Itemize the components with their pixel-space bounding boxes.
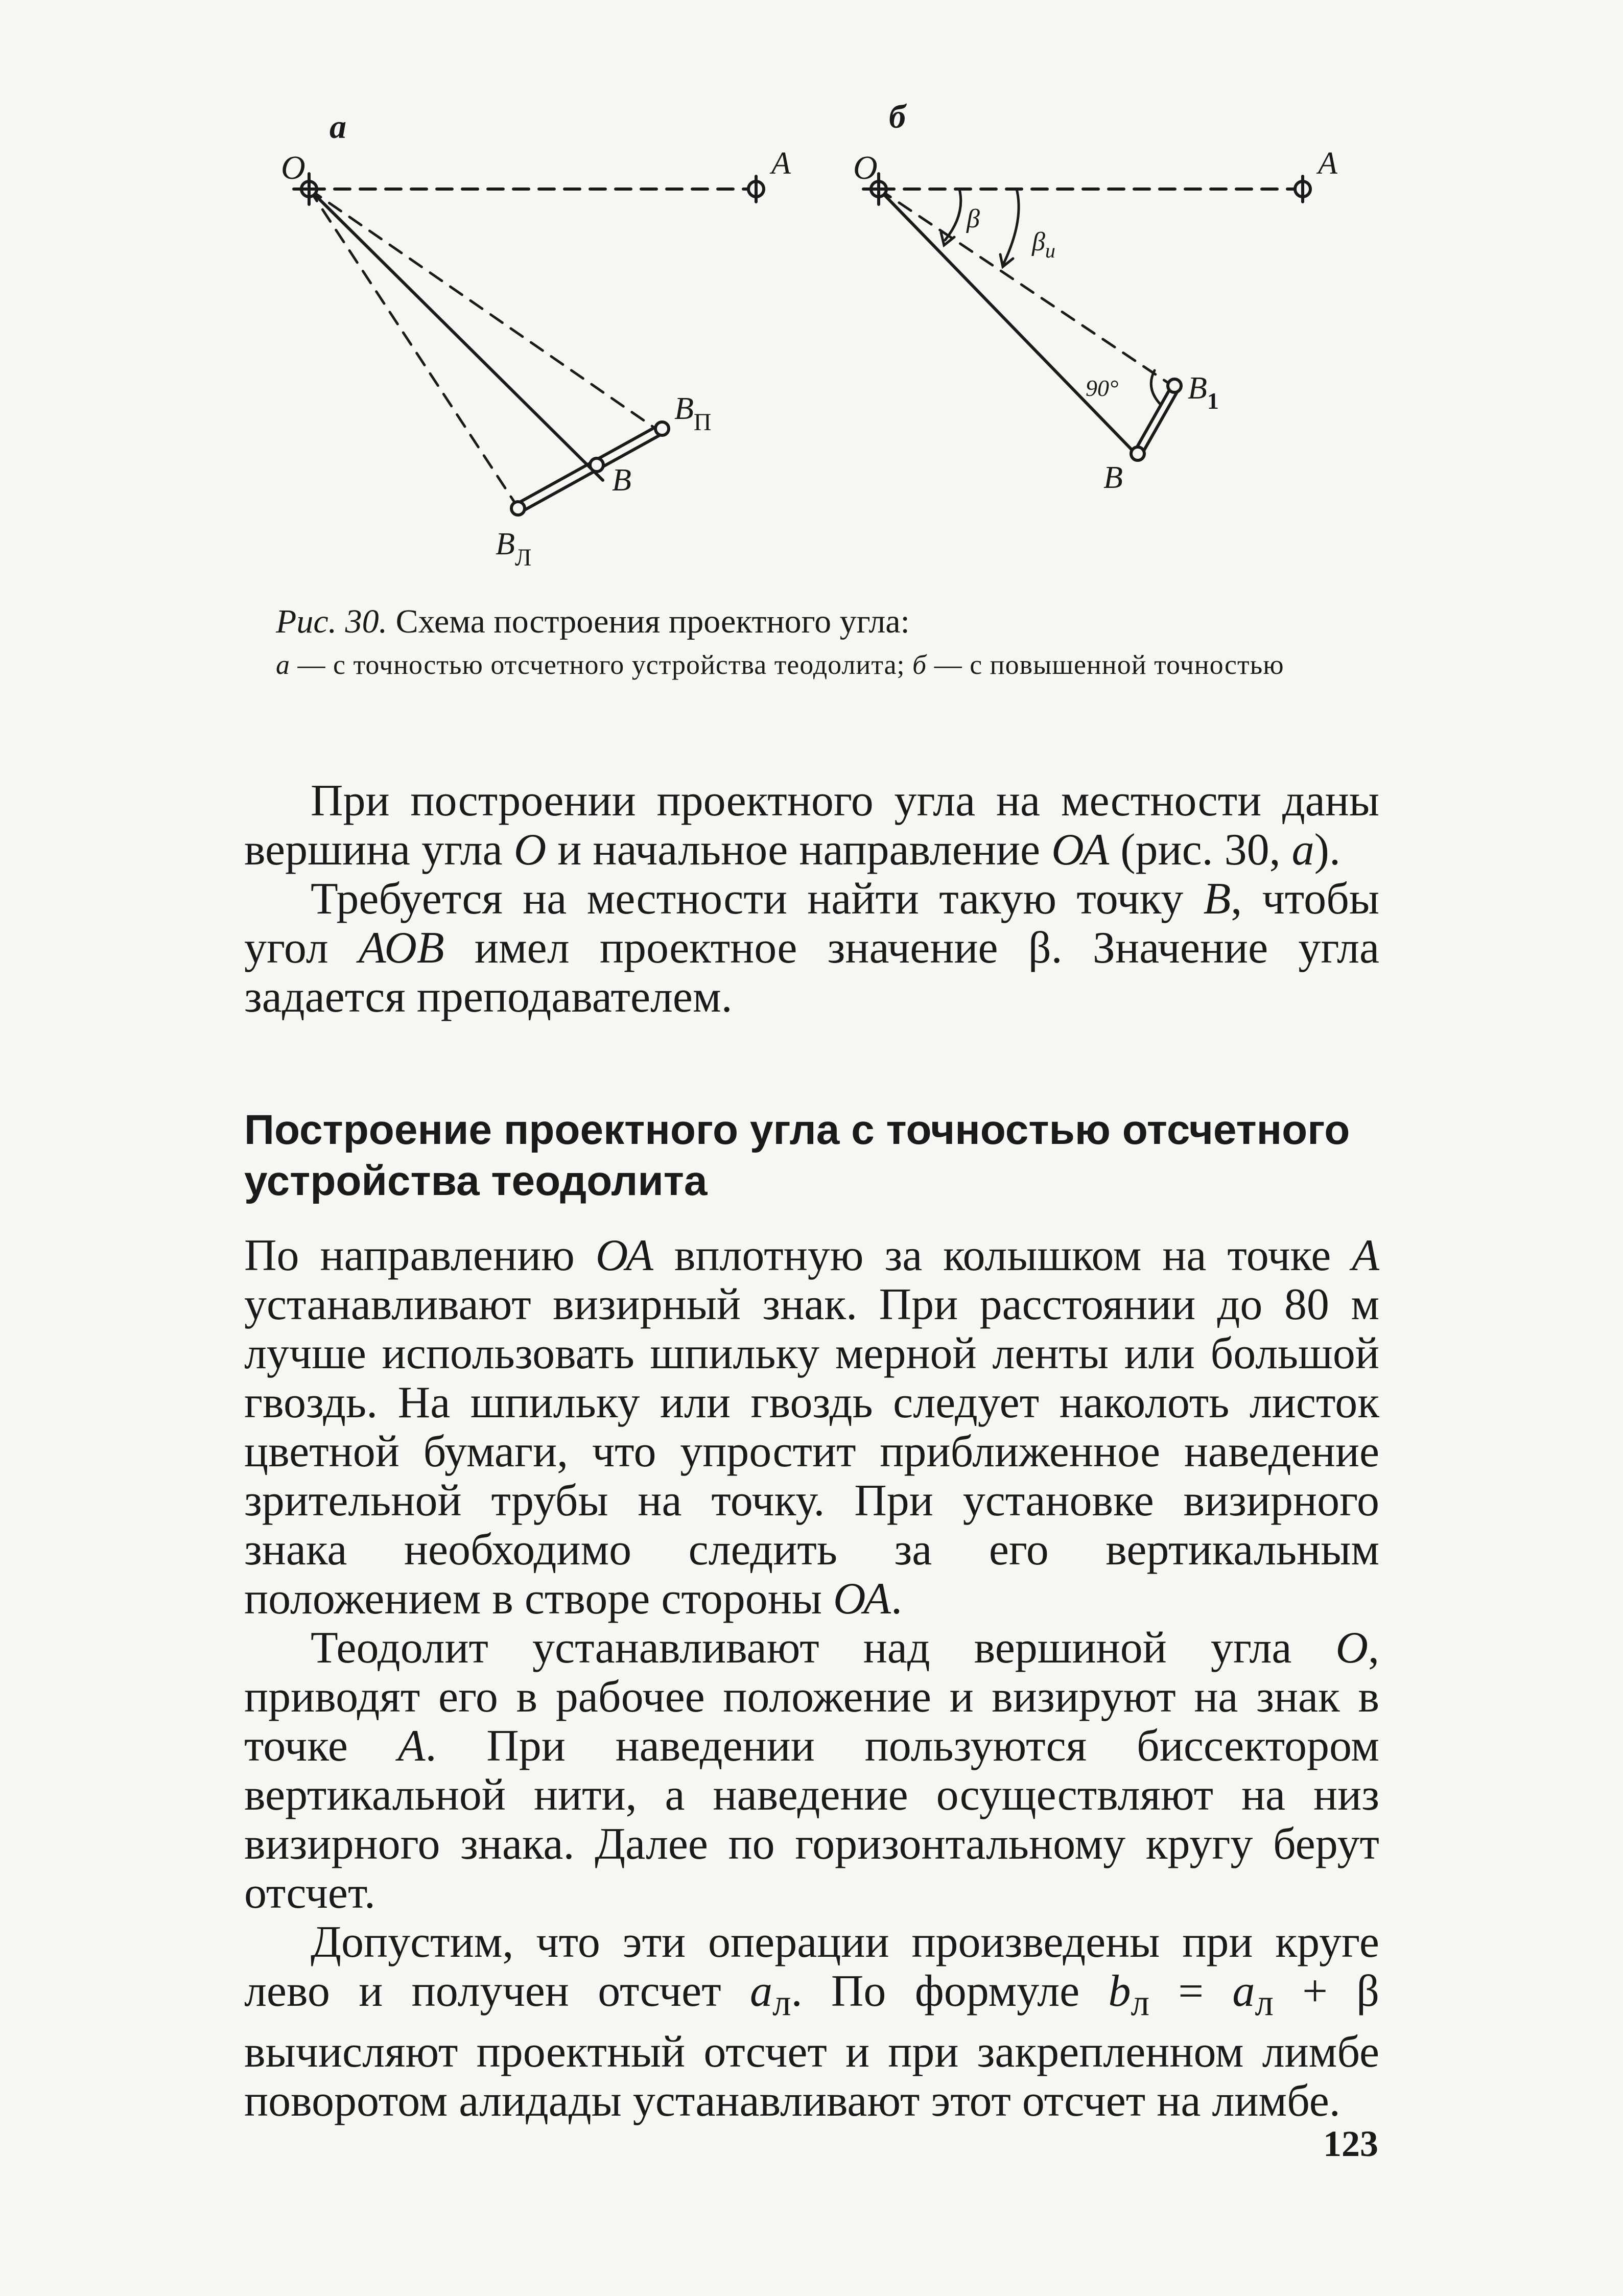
caption-title: [276, 600, 1364, 643]
label-B-a: В: [612, 463, 631, 498]
line-OB-b: [879, 189, 1134, 452]
label-B1-b: $В_1$: [1188, 371, 1219, 414]
paragraph-1: При построении проектного угла на местности даны вершина угла О и начальное направление ОА (рис. 30, а).: [244, 776, 1379, 875]
point-B1-b: [1168, 379, 1181, 392]
caption-description: [276, 647, 1364, 682]
paragraph-4: Теодолит устанавливают над вершиной угла О, приводят его в рабочее положение и визируют на знак в точке А. При наведении пользуются биссектором вертикальной нити, а наведение осуществляют на низ визирного знака. Далее по горизонтальному кругу берут отсчет.: [244, 1623, 1379, 1918]
line-OB1-b: [879, 189, 1172, 386]
line-OB-a: [309, 189, 603, 480]
arc-beta-i: [1004, 189, 1019, 263]
line-OBl-a: [309, 189, 519, 508]
panel-a: [294, 174, 764, 515]
segment-B1-B-2: [1141, 390, 1178, 455]
arc-beta: [945, 189, 961, 240]
point-Bl-a: [511, 502, 525, 515]
label-90: 90°: [1086, 375, 1119, 401]
panel-b-label: б: [889, 98, 906, 135]
intro-text: [244, 777, 1379, 1022]
line-OBp-a: [309, 189, 656, 429]
panel-b: [863, 174, 1310, 460]
panel-a-label: а: [330, 108, 346, 146]
segment-Bp-Bl: [515, 425, 659, 505]
caption-b-text: — с повышенной точностью: [934, 649, 1284, 680]
label-beta: β: [967, 204, 980, 233]
figure-caption: [276, 600, 1364, 682]
page-number: 123: [1323, 2123, 1378, 2164]
caption-b-marker: б: [912, 649, 927, 680]
unused: [519, 429, 656, 508]
figure-number: Рис. 30.: [276, 603, 388, 640]
caption-title-text: Схема построения проектного угла:: [395, 603, 910, 640]
point-Bp-a: [655, 422, 669, 435]
caption-a-marker: а: [276, 649, 290, 680]
label-O-a: О: [281, 149, 305, 186]
label-B-b: В: [1103, 460, 1123, 495]
paragraph-2: Требуется на местности найти такую точку В, чтобы угол АОВ имел проектное значение β. Значение угла задается преподавателем.: [244, 874, 1380, 1022]
label-beta-i: $\beta_и$: [1032, 227, 1055, 262]
main-text: [244, 1231, 1379, 2126]
label-A-b: А: [1318, 146, 1337, 181]
figure-30: [220, 92, 1420, 593]
section-heading: Построение проектного угла с точностью отсчетного устройства теодолита: [244, 1107, 1350, 1204]
paragraph-5: Допустим, что эти операции произведены при круге лево и получен отсчет $а_л$. По формуле $b_л = а_л + \beta$ вычисляют проектный отсчет и при закрепленном лимбе поворотом алидады устанавливают этот отсчет на лимбе.: [244, 1917, 1380, 2126]
label-Bp-a: $В_П$: [674, 391, 712, 436]
label-O-b: О: [853, 149, 878, 186]
point-B-a: [590, 458, 603, 472]
label-A-a: А: [771, 146, 791, 181]
caption-a-text: — с точностью отсчетного устройства теодолита;: [297, 649, 905, 680]
point-B-b: [1131, 447, 1144, 460]
segment-B1-B: [1134, 387, 1171, 452]
paragraph-3: По направлению ОА вплотную за колышком на точке А устанавливают визирный знак. При расстоянии до 80 м лучше использовать шпильку мерной ленты или большой гвоздь. На шпильку или гвоздь следует наколоть листок цветной бумаги, что упростит приближенное наведение зрительной трубы на точку. При установке визирного знака необходимо следить за его вертикальным положением в створе стороны ОА.: [244, 1231, 1379, 1624]
label-Bl-a: $В_Л$: [496, 527, 532, 571]
figure-diagram: [220, 92, 1420, 593]
